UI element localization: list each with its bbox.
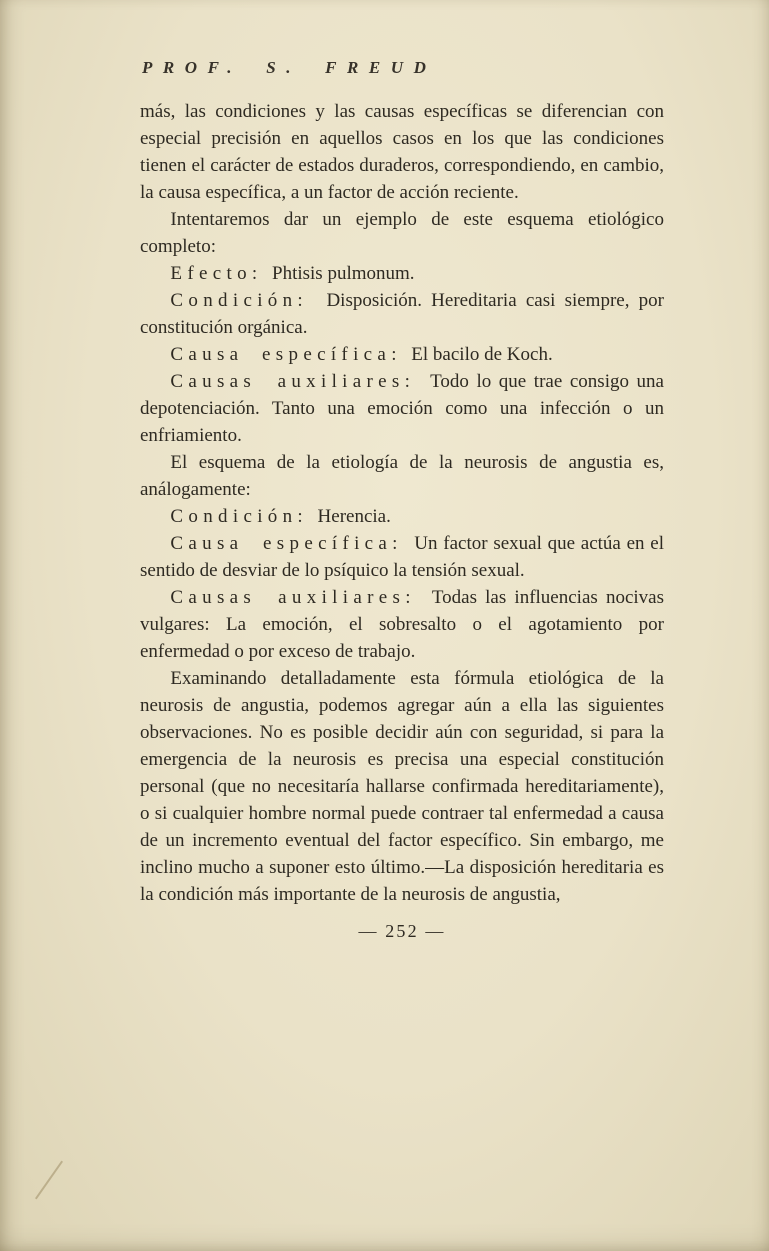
spaced-lead: Condición: xyxy=(170,290,309,311)
spaced-lead: Causas auxiliares: xyxy=(170,371,416,392)
spaced-lead: Condición: xyxy=(170,506,309,527)
paragraph: Examinando detalladamente esta fórmula etiológica de la neurosis de angustia, podemos agregar aún a ella las siguientes observaciones. No es posible decidir aún con seguridad, si para la emergencia de la neurosis es precisa una especial constitución personal (que no necesitaría hallarse confirmada hereditariamente), o si cualquier hombre normal puede contraer tal enfermedad a causa de un incremento eventual del factor específico. Sin embargo, me inclino mucho a suponer esto último.—La disposición hereditaria es la condición más importante de la neurosis de angustia, xyxy=(140,668,664,905)
paper-crease xyxy=(35,1161,63,1200)
paragraph: Causas auxiliares: Todas las influencias nocivas vulgares: La emoción, el sobresalto o el agotamiento por enfermedad o por exceso de trabajo. xyxy=(140,587,664,662)
spaced-lead: Efecto: xyxy=(170,263,263,284)
paragraph: Causas auxiliares: Todo lo que trae consigo una depotenciación. Tanto una emoción como una infección o un enfriamiento. xyxy=(140,371,664,446)
spaced-lead: Causa específica: xyxy=(170,533,403,554)
paragraph: Condición: Herencia. xyxy=(170,506,391,527)
running-header: PROF. S. FREUD xyxy=(142,58,437,77)
paragraph: más, las condiciones y las causas específicas se diferencian con especial precisión en aquellos casos en los que las condiciones tienen el carácter de estados duraderos, correspondiendo, en cambio, la causa específica, a un factor de acción reciente. xyxy=(140,101,664,203)
paragraph: Causa específica: Un factor sexual que actúa en el sentido de desviar de lo psíquico la tensión sexual. xyxy=(140,533,665,581)
paragraph: El esquema de la etiología de la neurosis de angustia es, análogamente: xyxy=(140,452,664,500)
paragraph: Causa específica: El bacilo de Koch. xyxy=(170,344,553,365)
paragraph: Efecto: Phtisis pulmonum. xyxy=(170,263,415,284)
paragraph: Intentaremos dar un ejemplo de este esquema etiológico completo: xyxy=(140,209,664,257)
paragraph: Condición: Disposición. Hereditaria casi siempre, por constitución orgánica. xyxy=(140,290,664,338)
spaced-lead: Causa específica: xyxy=(170,344,402,365)
page-number: — 252 — xyxy=(358,921,446,941)
page-body xyxy=(140,98,664,908)
spaced-lead: Causas auxiliares: xyxy=(170,587,416,608)
